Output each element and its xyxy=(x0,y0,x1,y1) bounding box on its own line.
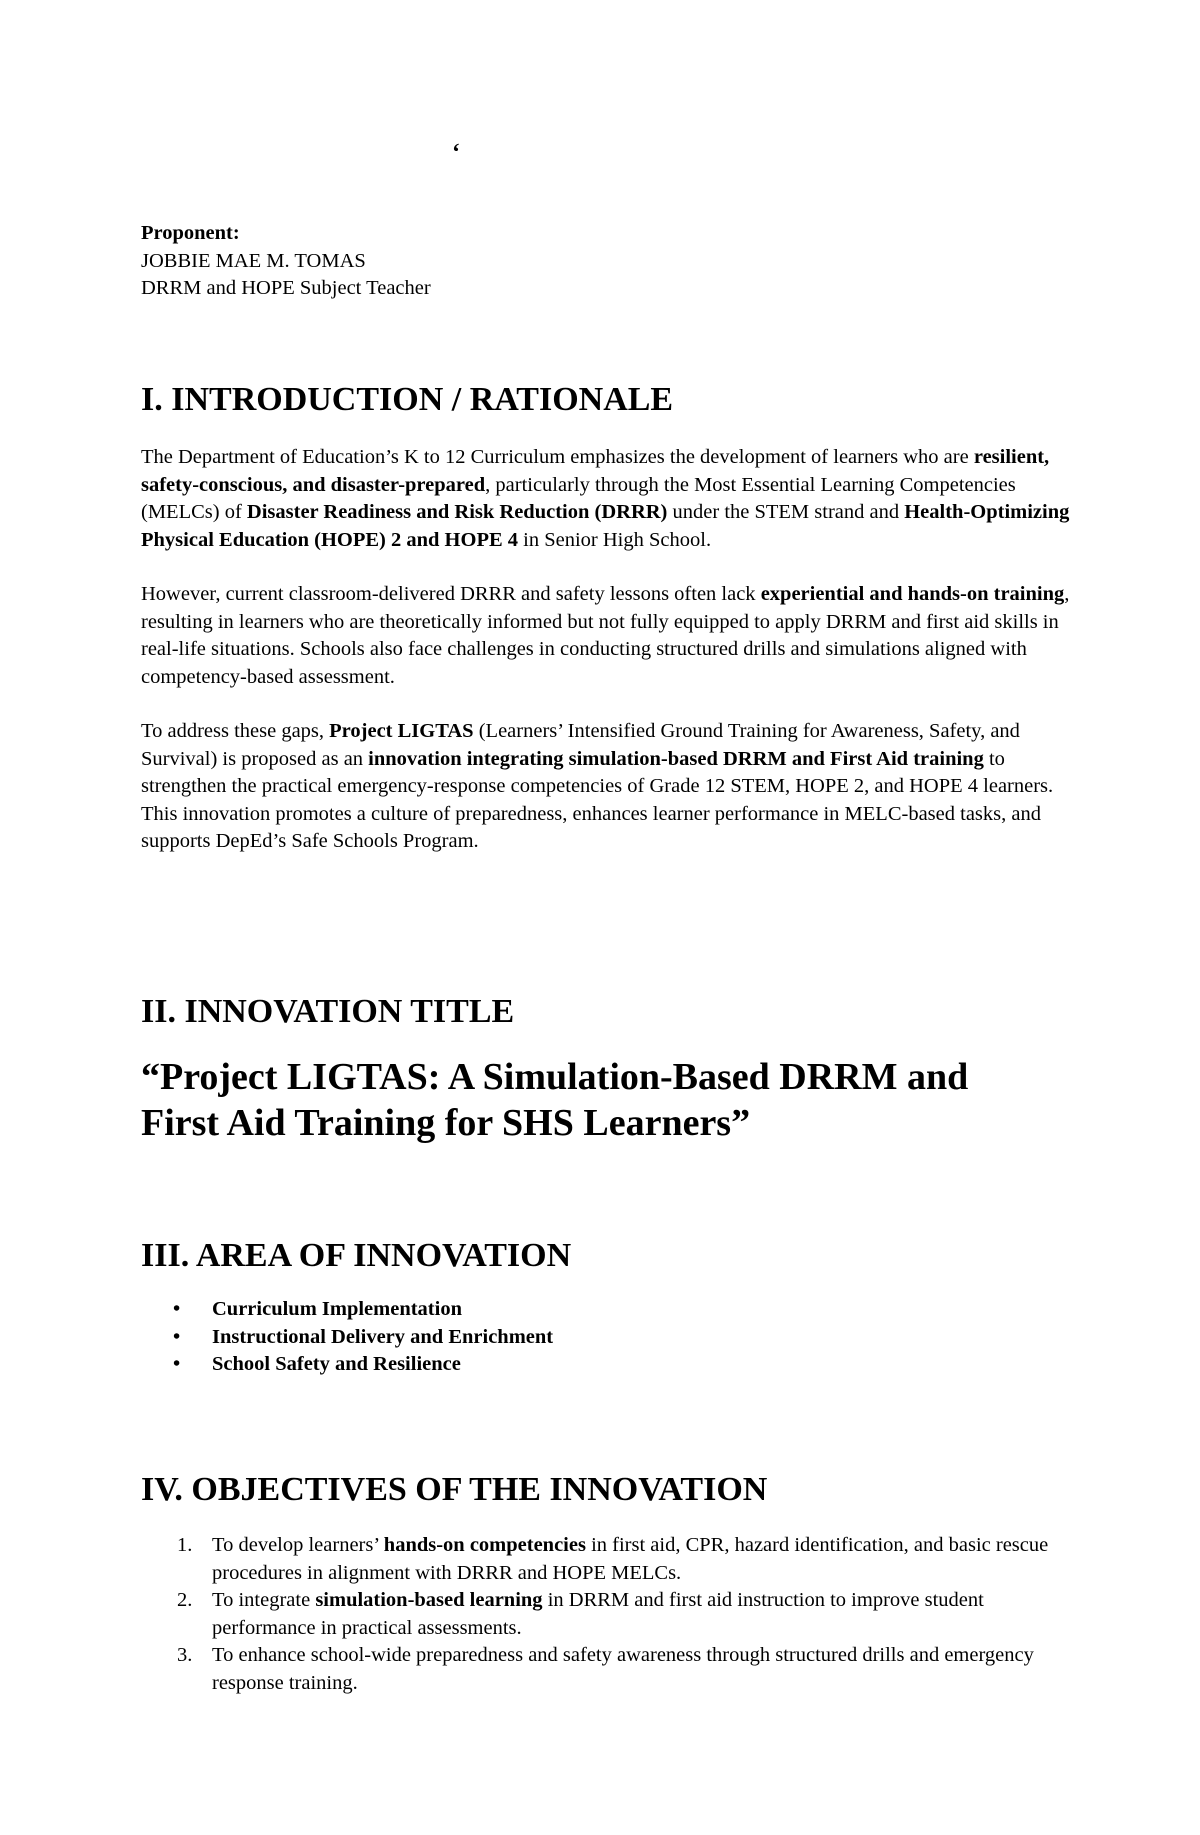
area-section xyxy=(141,1236,1071,1379)
area-list xyxy=(141,1296,1071,1379)
bullet-icon: • xyxy=(173,1353,181,1375)
proponent-block xyxy=(141,220,431,303)
list-item xyxy=(141,1642,1071,1697)
objectives-section xyxy=(141,1470,1071,1697)
innovation-title-block xyxy=(141,1054,1071,1146)
bullet-icon: • xyxy=(173,1298,181,1320)
text-run: , resulting in learners who are theoretically informed but not fully equipped to apply DRRM and first aid skills in real-life situations. Schools also face challenges in conducting structured drills and simulations aligned with competency-based assessment. xyxy=(141,583,1070,688)
text-run: under the STEM strand and xyxy=(667,501,905,523)
list-number: 2. xyxy=(177,1589,193,1611)
text-run: to strengthen the practical emergency-response competencies of Grade 12 STEM, HOPE 2, and HOPE 4 learners. xyxy=(141,747,1054,797)
introduction-heading: I. INTRODUCTION / RATIONALE xyxy=(141,381,674,418)
text-run: To enhance school-wide preparedness and safety awareness through structured drills and emergency response training. xyxy=(212,1644,1034,1694)
text-run: in Senior High School. xyxy=(518,528,712,551)
bold-run: resilient, safety-conscious, and disaster-prepared xyxy=(141,446,1050,496)
text-run: , particularly through the Most Essential Learning Competencies (MELCs) of xyxy=(141,473,1016,523)
text-run: in first aid, CPR, hazard identification, and basic rescue procedures in alignment with DRRR and HOPE MELCs. xyxy=(212,1534,1049,1584)
bold-run: Health-Optimizing Physical Education (HOPE) 2 and HOPE 4 xyxy=(141,501,1070,551)
innovation-title-section xyxy=(141,992,1071,1146)
list-item xyxy=(141,1351,1071,1379)
text-run: The Department of Education’s K to 12 Curriculum emphasizes the development of learners who are xyxy=(141,446,974,468)
introduction-paragraph-3 xyxy=(141,718,1071,801)
list-item xyxy=(141,1587,1071,1642)
bold-run: simulation-based learning xyxy=(315,1589,543,1611)
list-item-text: School Safety and Resilience xyxy=(212,1353,461,1375)
list-item xyxy=(141,1324,1071,1352)
bold-run: innovation integrating simulation-based DRRM and First Aid training xyxy=(368,747,984,770)
introduction-paragraph-1 xyxy=(141,444,1071,554)
bold-run: Disaster Readiness and Risk Reduction (DRRR) xyxy=(246,501,668,523)
innovation-title-line-2: First Aid Training for SHS Learners” xyxy=(141,1102,751,1144)
list-number: 1. xyxy=(177,1534,193,1556)
bold-run: hands-on competencies xyxy=(383,1534,586,1556)
proponent-label: Proponent: xyxy=(141,222,240,244)
text-run: To develop learners’ xyxy=(212,1534,384,1556)
text-run: To address these gaps, xyxy=(141,720,330,742)
list-item xyxy=(141,1532,1071,1587)
innovation-title-line-1: “Project LIGTAS: A Simulation-Based DRRM and xyxy=(141,1056,969,1098)
bold-run: experiential and hands-on training xyxy=(760,583,1065,605)
text-run: However, current classroom-delivered DRRR and safety lessons often lack xyxy=(141,583,761,605)
objectives-list xyxy=(141,1532,1071,1697)
list-item-text: Curriculum Implementation xyxy=(212,1298,462,1320)
bullet-icon: • xyxy=(173,1325,181,1348)
bold-run: Project LIGTAS xyxy=(329,720,474,742)
text-run: To integrate xyxy=(212,1589,316,1611)
proponent-role: DRRM and HOPE Subject Teacher xyxy=(141,277,431,299)
stray-quote-mark: ‘ xyxy=(452,140,460,166)
area-heading: III. AREA OF INNOVATION xyxy=(141,1237,572,1274)
proponent-name: JOBBIE MAE M. TOMAS xyxy=(141,249,366,272)
list-item xyxy=(141,1296,1071,1324)
list-number: 3. xyxy=(177,1644,193,1666)
list-item-text: Instructional Delivery and Enrichment xyxy=(212,1325,554,1348)
text-run: in DRRM and first aid instruction to improve student performance in practical assessments. xyxy=(212,1589,984,1639)
introduction-paragraph-2 xyxy=(141,581,1071,691)
introduction-section xyxy=(141,380,1071,856)
objectives-heading: IV. OBJECTIVES OF THE INNOVATION xyxy=(141,1471,768,1508)
text-run: (Learners’ Intensified Ground Training for Awareness, Safety, and Survival) is proposed as an xyxy=(141,720,1020,770)
innovation-title-heading: II. INNOVATION TITLE xyxy=(141,993,515,1030)
introduction-paragraph-4: This innovation promotes a culture of preparedness, enhances learner performance in MELC-based tasks, and supports DepEd’s Safe Schools Program. xyxy=(141,802,1041,852)
